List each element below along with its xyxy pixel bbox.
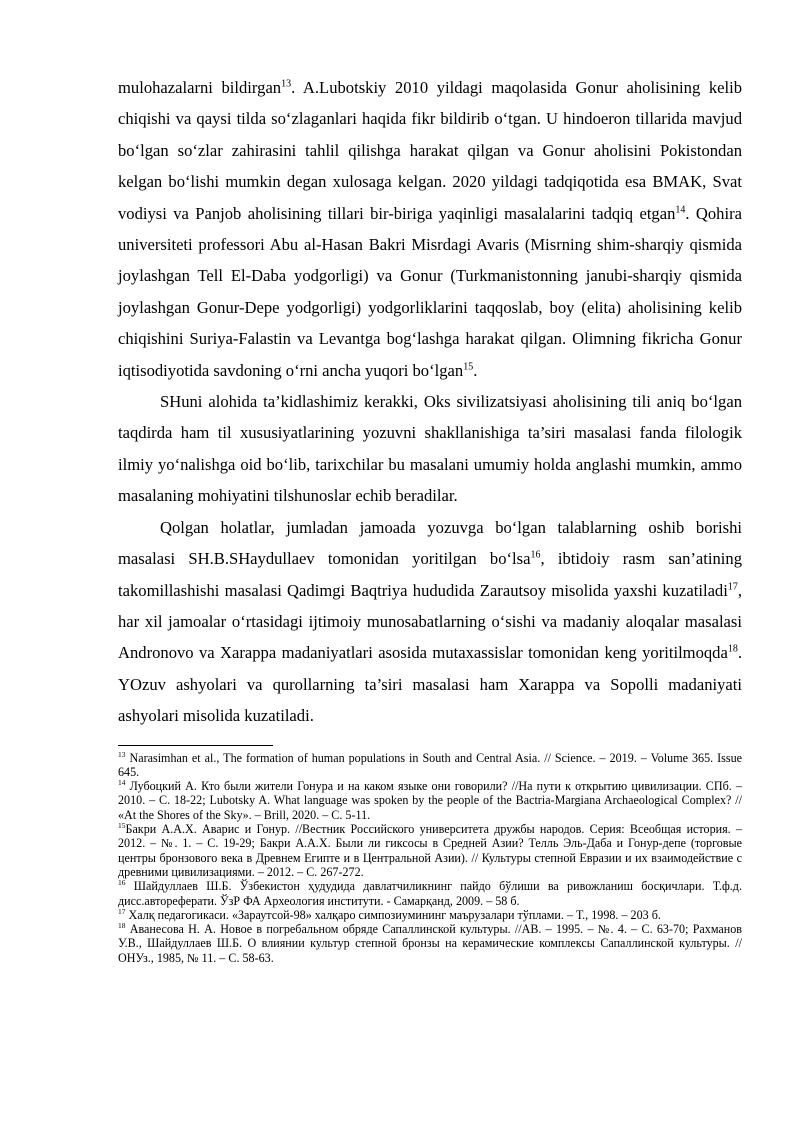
footnote-ref: 14 [118, 778, 126, 788]
footnote-16: $^{16}$ Шайдуллаев Ш.Б. Ўзбекистон ҳудудида давлатчиликнинг пайдо бўлиши ва ривожланиш босқичлари. Т.ф.д. дисс.автореферати. ЎзР ФА Археология институти. - Самарқанд, 2009. – 58 б. [118, 878, 742, 908]
footnote-ref: 18 [727, 643, 738, 655]
footnote-ref: 15 [463, 361, 474, 373]
document-page [118, 72, 742, 965]
footnote-ref: 14 [675, 204, 686, 216]
footnote-ref: 16 [530, 549, 541, 561]
footnote-14: $^{14}$ Лубоцкий А. Кто были жители Гонура и на каком языке они говорили? //На пути к открытию цивилизации. СПб. – 2010. – С. 18-22; Lubotsky A. What language was spoken by the people of the Bactria-Margiana Archaeological Complex? // «At the Shores of the Sky». – Brill, 2020. – C. 5-11. [118, 778, 742, 822]
footnote-ref: 13 [281, 78, 292, 90]
footnote-separator [118, 745, 273, 746]
footnote-ref: 16 [118, 878, 126, 888]
footnote-ref: 18 [118, 921, 126, 931]
footnote-ref: 15 [118, 820, 126, 830]
paragraph-2: SHuni alohida ta’kidlashimiz kerakki, Oks sivilizatsiyasi aholisining tili aniq boʻlgan taqdirda ham til xususiyatlarining yozuvni shakllanishiga ta’siri masalasi fanda filologik ilmiy yoʻnalishga oid boʻlib, tarixchilar bu masalani umumiy holda anglashi mumkin, ammo masalaning mohiyatini tilshunoslar echib beradilar. [118, 392, 742, 506]
footnote-ref: 17 [727, 580, 738, 592]
footnote-17: $^{17}$ Халқ педагогикаси. «Зараутсой-98» халқаро симпозиумининг маърузалари тўплами. – Т., 1998. – 203 б. [118, 906, 661, 922]
footnote-18: $^{18}$ Аванесова Н. А. Новое в погребальном обряде Сапаллинской культуры. //АВ. – 1995. – №. 4. – С. 63-70; Рахманов У.В., Шайдуллаев Ш.Б. О влиянии культур степной бронзы на керамические комплексы Сапаллинской культуры. // ОНУз., 1985, № 11. – С. 58-63. [118, 921, 742, 965]
paragraph-1: mulohazalarni bildirgan$^{13}$. A.Lubotskiy 2010 yildagi maqolasida Gonur aholisining kelib chiqishi va qaysi tilda soʻzlaganlari haqida fikr bildirib oʻtgan. U hindoeron tillarida mavjud boʻlgan soʻzlar zahirasini tahlil qilishga harakat qilgan va Gonur aholisini Pokistondan kelgan boʻlishi mumkin degan xulosaga kelgan. 2020 yildagi tadqiqotida esa BMAK, Svat vodiysi va Panjob aholisining tillari bir-biriga yaqinligi masalalarini tadqiq etgan$^{14}$. Qohira universiteti professori Abu al-Hasan Bakri Misrdagi Avaris (Misrning shim-sharqiy qismida joylashgan Tell El-Daba yodgorligi) va Gonur (Turkmanistonning janubi-sharqiy qismida joylashgan Gonur-Depe yodgorligi) yodgorliklarini taqqoslab, boy (elita) aholisining kelib chiqishini Suriya-Falastin va Levantga bogʻlashga harakat qilgan. Olimning fikricha Gonur iqtisodiyotida savdoning oʻrni ancha yuqori boʻlgan$^{15}$. [118, 78, 743, 380]
footnote-15: $^{15}$Бакри А.А.Х. Аварис и Гонур. //Вестник Российского университета дружбы народов. Серия: Всеобщая история. – 2012. – №. 1. – С. 19-29; Бакри А.А.Х. Были ли гиксосы в Средней Азии? Телль Эль-Даба и Гонур-депе (торговые центры бронзового века в Древнем Египте и в Центральной Азии). // Культуры степной Евразии и их взаимодействие с древними цивилизациями. – 2012. – С. 267-272. [118, 820, 742, 879]
footnotes [118, 751, 742, 965]
footnote-ref: 13 [118, 749, 126, 759]
paragraph-3: Qolgan holatlar, jumladan jamoada yozuvga boʻlgan talablarning oshib borishi masalasi SH.B.SHaydullaev tomonidan yoritilgan boʻlsa$^{16}$, ibtidoiy rasm san’atining takomillashishi masalasi Qadimgi Baqtriya hududida Zarautsoy misolida yaxshi kuzatiladi$^{17}$, har xil jamoalar oʻrtasidagi ijtimoiy munosabatlarning oʻsishi va madaniy aloqalar masalasi Andronovo va Xarappa madaniyatlari asosida mutaxassislar tomonidan keng yoritilmoqda$^{18}$. YOzuv ashyolari va qurollarning ta’siri masalasi ham Xarappa va Sopolli madaniyati ashyolari misolida kuzatiladi. [118, 517, 742, 726]
footnote-13: $^{13}$ Narasimhan et al., The formation of human populations in South and Central Asia. // Science. – 2019. – Volume 365. Issue 645. [118, 749, 742, 779]
footnote-ref: 17 [118, 906, 126, 916]
